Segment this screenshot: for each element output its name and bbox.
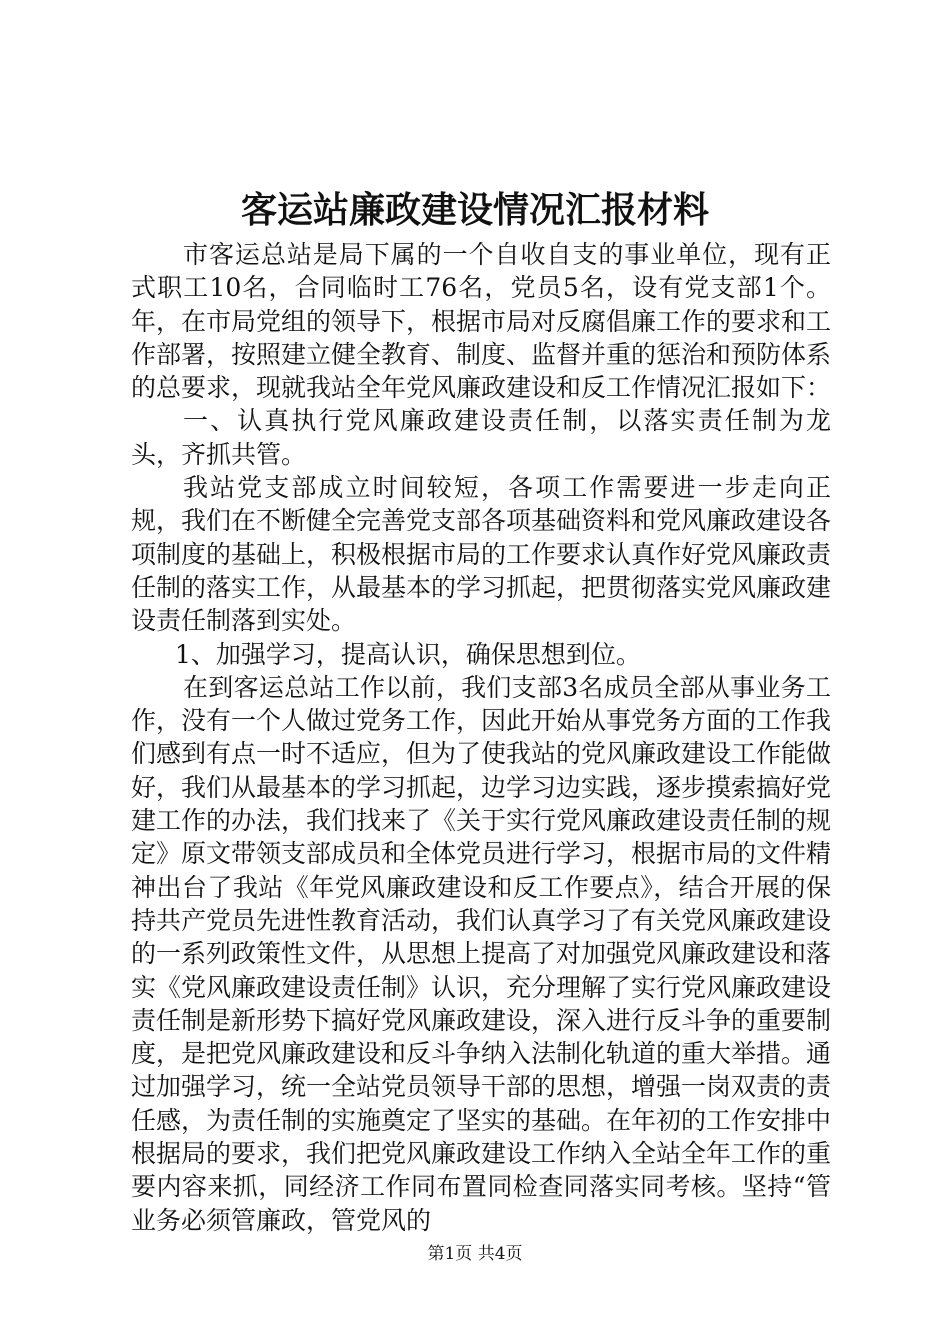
paragraph-section-1-body: 我站党支部成立时间较短，各项工作需要进一步走向正规，我们在不断健全完善党支部各项基础资料和党风廉政建设各项制度的基础上，积极根据市局的工作要求认真作好党风廉政责任制的落实工作，从最基本的学习抓起，把贯彻落实党风廉政建设责任制落到实处。: [131, 473, 832, 636]
document-body: [131, 238, 831, 1237]
paragraph-intro: 市客运总站是局下属的一个自收自支的事业单位，现有正式职工10名，合同临时工76名，党员5名，设有党支部1个。年，在市局党组的领导下，根据市局对反腐倡廉工作的要求和工作部署，按照建立健全教育、制度、监督并重的惩治和预防体系的总要求，现就我站全年党风廉政建设和反工作情况汇报如下：: [131, 240, 832, 403]
paragraph-section-heading-1: 一、认真执行党风廉政建设责任制，以落实责任制为龙头，齐抓共管。: [131, 406, 831, 469]
paragraph-subheading-1: 1、加强学习，提高认识，确保思想到位。: [175, 639, 641, 669]
document-title: 客运站廉政建设情况汇报材料: [240, 189, 709, 231]
paragraph-subsection-1-body: 在到客运总站工作以前，我们支部3名成员全部从事业务工作，没有一个人做过党务工作，因此开始从事党务方面的工作我们感到有点一时不适应，但为了使我站的党风廉政建设工作能做好，我们从最基本的学习抓起，边学习边实践，逐步摸索搞好党建工作的办法，我们找来了《关于实行党风廉政建设责任制的规定》原文带领支部成员和全体党员进行学习，根据市局的文件精神出台了我站《年党风廉政建设和反工作要点》，结合开展的保持共产党员先进性教育活动，我们认真学习了有关党风廉政建设的一系列政策性文件，从思想上提高了对加强党风廉政建设和落实《党风廉政建设责任制》认识，充分理解了实行党风廉政建设责任制是新形势下搞好党风廉政建设，深入进行反斗争的重要制度，是把党风廉政建设和反斗争纳入法制化轨道的重大举措。通过加强学习，统一全站党员领导干部的思想，增强一岗双责的责任感，为责任制的实施奠定了坚实的基础。在年初的工作安排中根据局的要求，我们把党风廉政建设工作纳入全站全年工作的重要内容来抓，同经济工作同布置同检查同落实同考核。坚持“管业务必须管廉政，管党风的: [131, 672, 832, 1235]
page-number-footer: 第1页 共4页: [427, 1244, 523, 1264]
